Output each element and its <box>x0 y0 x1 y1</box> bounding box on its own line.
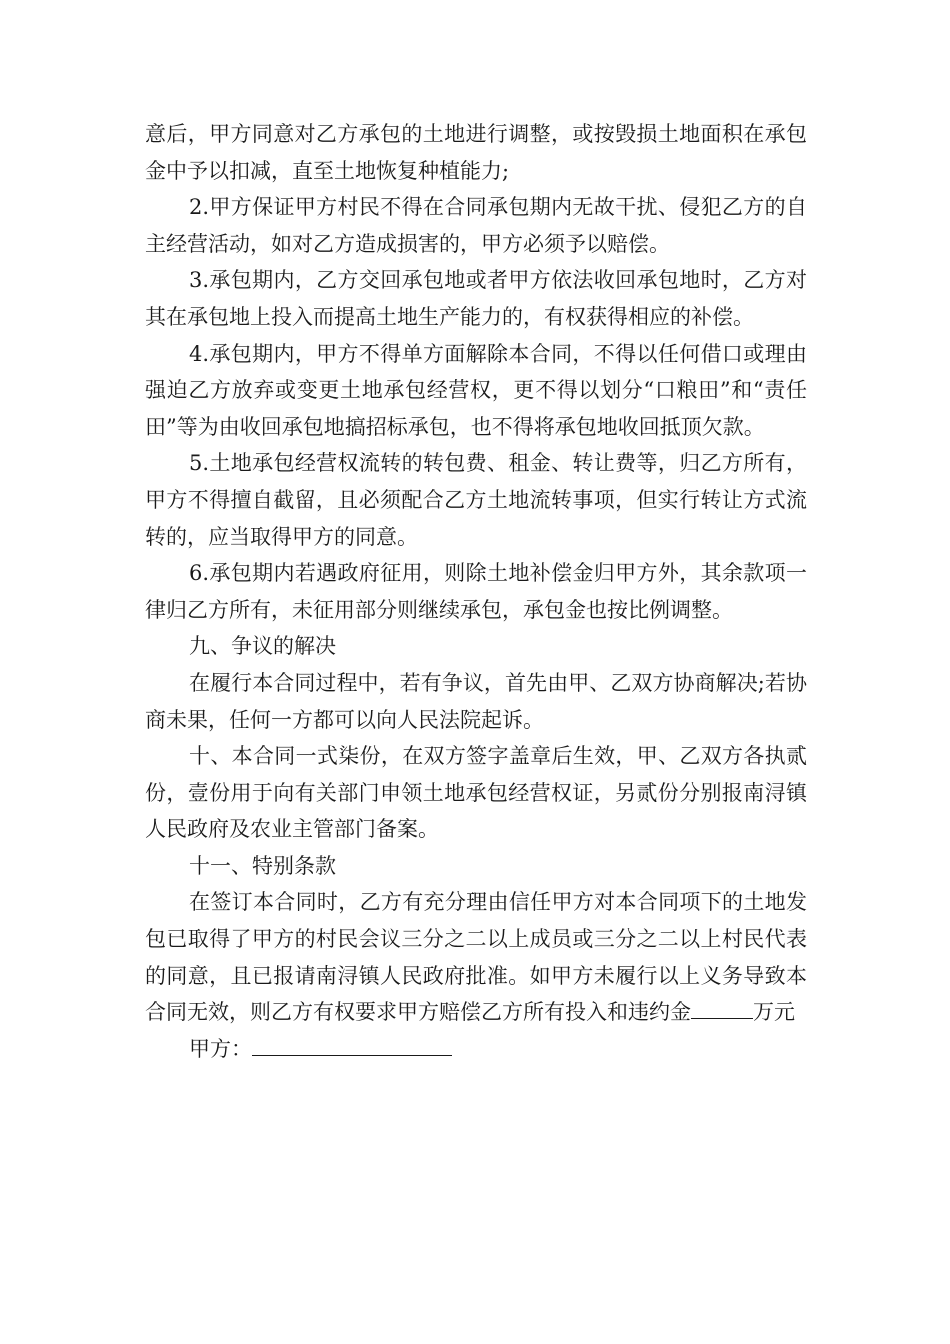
section-copies: 十、本合同一式柒份，在双方签字盖章后生效，甲、乙双方各执贰份，壹份用于向有关部门申领土地承包经营权证，另贰份分别报南浔镇人民政府及农业主管部门备案。 <box>145 744 807 842</box>
clause-3: 3.承包期内，乙方交回承包地或者甲方依法收回承包地时，乙方对其在承包地上投入而提高土地生产能力的，有权获得相应的补偿。 <box>145 268 807 329</box>
section-heading-dispute: 九、争议的解决 <box>189 634 336 659</box>
penalty-unit: 万元 <box>753 1000 795 1025</box>
penalty-amount-blank[interactable] <box>691 996 753 1019</box>
special-clause-body <box>145 884 807 1030</box>
clause-5: 5.土地承包经营权流转的转包费、租金、转让费等，归乙方所有，甲方不得擅自截留，且必须配合乙方土地流转事项，但实行转让方式流转的，应当取得甲方的同意。 <box>145 451 807 549</box>
clause-2: 2.甲方保证甲方村民不得在合同承包期内无故干扰、侵犯乙方的自主经营活动，如对乙方造成损害的，甲方必须予以赔偿。 <box>145 195 807 256</box>
clause-6: 6.承包期内若遇政府征用，则除土地补偿金归甲方外，其余款项一律归乙方所有，未征用部分则继续承包，承包金也按比例调整。 <box>145 561 807 622</box>
document-page <box>145 116 807 1067</box>
paragraph-continuation: 意后，甲方同意对乙方承包的土地进行调整，或按毁损土地面积在承包金中予以扣减，直至土地恢复种植能力; <box>145 122 807 183</box>
special-clause-text: 在签订本合同时，乙方有充分理由信任甲方对本合同项下的土地发包已取得了甲方的村民会议三分之二以上成员或三分之二以上村民代表的同意，且已报请南浔镇人民政府批准。如甲方未履行以上义务导致本合同无效，则乙方有权要求甲方赔偿乙方所有投入和违约金 <box>145 890 807 1025</box>
party-a-signature-line <box>145 1031 807 1068</box>
dispute-body: 在履行本合同过程中，若有争议，首先由甲、乙双方协商解决;若协商未果，任何一方都可以向人民法院起诉。 <box>145 670 807 732</box>
section-heading-special: 十一、特别条款 <box>189 853 336 878</box>
party-a-signature-blank[interactable] <box>252 1033 452 1056</box>
party-a-label: 甲方： <box>189 1036 252 1061</box>
clause-4: 4.承包期内，甲方不得单方面解除本合同，不得以任何借口或理由强迫乙方放弃或变更土地承包经营权，更不得以划分“口粮田”和“责任田”等为由收回承包地搞招标承包，也不得将承包地收回抵顶欠款。 <box>145 341 807 439</box>
